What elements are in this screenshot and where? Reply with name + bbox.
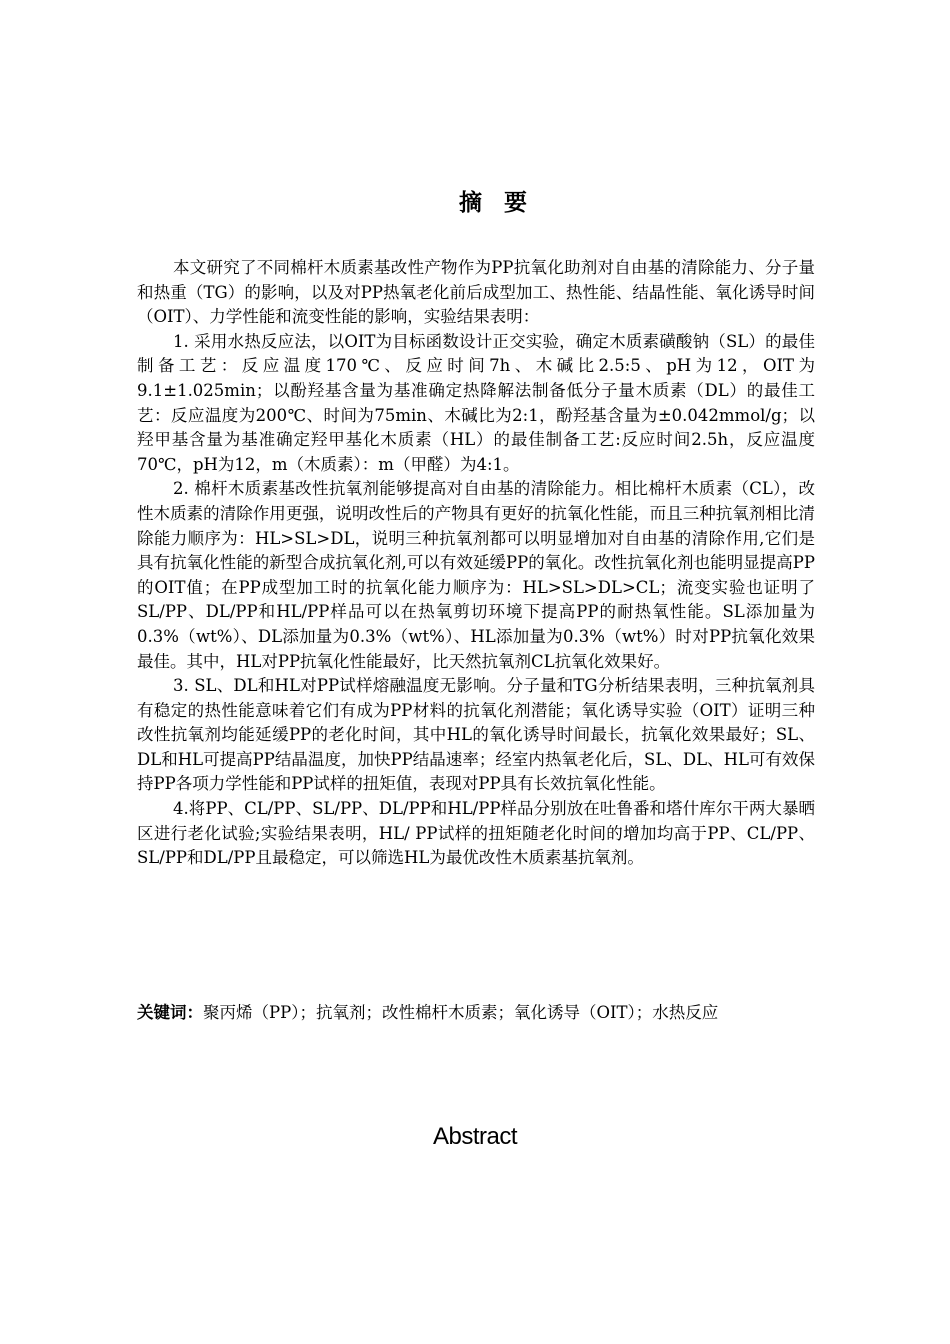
abstract-paragraph-1: 1. 采用水热反应法，以OIT为目标函数设计正交实验，确定木质素磺酸钠（SL）的最佳制备工艺：反应温度170℃、反应时间7h、木碱比2.5:5、pH为12，OIT为9.1±1.025min；以酚羟基含量为基准确定热降解法制备低分子量木质素（DL）的最佳工艺：反应温度为200℃、时间为75min、木碱比为2:1，酚羟基含量为±0.042mmol/g；以羟甲基含量为基准确定羟甲基化木质素（HL）的最佳制备工艺:反应时间2.5h，反应温度70℃，pH为12，m（木质素）：m（甲醛）为4:1。 bbox=[137, 331, 815, 474]
abstract-paragraph-2: 2. 棉杆木质素基改性抗氧剂能够提高对自由基的清除能力。相比棉杆木质素（CL），改性木质素的清除作用更强，说明改性后的产物具有更好的抗氧化性能，而且三种抗氧剂相比清除能力顺序为：HL>SL>DL，说明三种抗氧剂都可以明显增加对自由基的清除作用,它们是具有抗氧化性能的新型合成抗氧化剂,可以有效延缓PP的氧化。改性抗氧化剂也能明显提高PP的OIT值；在PP成型加工时的抗氧化能力顺序为：HL>SL>DL>CL；流变实验也证明了SL/PP、DL/PP和HL/PP样品可以在热氧剪切环境下提高PP的耐热氧性能。SL添加量为0.3%（wt%）、DL添加量为0.3%（wt%）、HL添加量为0.3%（wt%）时对PP抗氧化效果最佳。其中，HL对PP抗氧化性能最好，比天然抗氧剂CL抗氧化效果好。 bbox=[137, 479, 815, 671]
abstract-cn-title: 摘要 bbox=[459, 190, 549, 216]
abstract-cn-body bbox=[137, 256, 815, 871]
abstract-paragraph-3: 3. SL、DL和HL对PP试样熔融温度无影响。分子量和TG分析结果表明，三种抗氧剂具有稳定的热性能意味着它们有成为PP材料的抗氧化剂潜能；氧化诱导实验（OIT）证明三种改性抗氧剂均能延缓PP的老化时间，其中HL的氧化诱导时间最长，抗氧化效果最好；SL、DL和HL可提高PP结晶温度，加快PP结晶速率；经室内热氧老化后，SL、DL、HL可有效保持PP各项力学性能和PP试样的扭矩值，表现对PP具有长效抗氧化性能。 bbox=[137, 676, 815, 794]
abstract-en-title: Abstract bbox=[432, 1123, 518, 1150]
abstract-paragraph-4: 4.将PP、CL/PP、SL/PP、DL/PP和HL/PP样品分别放在吐鲁番和塔什库尔干两大暴晒区进行老化试验;实验结果表明，HL/ PP试样的扭矩随老化时间的增加均高于PP、CL/PP、SL/PP和DL/PP且最稳定，可以筛选HL为最优改性木质素基抗氧剂。 bbox=[137, 799, 815, 868]
keywords-text: 聚丙烯（PP）；抗氧剂；改性棉杆木质素；氧化诱导（OIT）；水热反应 bbox=[203, 1003, 719, 1022]
keywords bbox=[137, 1001, 815, 1026]
abstract-paragraph-intro: 本文研究了不同棉杆木质素基改性产物作为PP抗氧化助剂对自由基的清除能力、分子量和热重（TG）的影响，以及对PP热氧老化前后成型加工、热性能、结晶性能、氧化诱导时间（OIT）、力学性能和流变性能的影响，实验结果表明： bbox=[137, 258, 815, 327]
keywords-label: 关键词： bbox=[137, 1003, 203, 1022]
